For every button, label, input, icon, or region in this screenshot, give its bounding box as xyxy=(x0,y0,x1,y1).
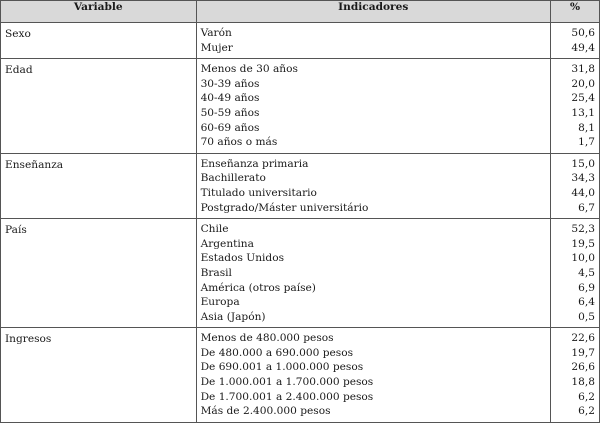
indicator-cell xyxy=(196,153,550,218)
indicator-label: De 690.001 a 1.000.000 pesos xyxy=(200,361,364,374)
percent-value: 6,2 xyxy=(578,390,595,403)
percent-value: 25,4 xyxy=(571,92,595,105)
percent-cell xyxy=(550,219,599,328)
percent-value: 19,5 xyxy=(571,237,595,250)
percent-value: 15,0 xyxy=(571,157,595,170)
table-body xyxy=(1,23,600,423)
table-row xyxy=(1,153,600,218)
percent-value: 52,3 xyxy=(571,223,595,236)
percent-value: 34,3 xyxy=(571,172,595,185)
variable-label: Enseñanza xyxy=(5,158,64,171)
percent-value: 8,1 xyxy=(578,121,595,134)
variable-label: Sexo xyxy=(5,28,31,40)
percent-value: 19,7 xyxy=(571,346,595,359)
table-row xyxy=(1,219,600,328)
indicator-label: 50-59 años xyxy=(200,106,260,119)
indicator-label: Chile xyxy=(200,223,229,236)
header-indicadores: Indicadores xyxy=(196,1,550,23)
table-header xyxy=(1,1,600,23)
indicator-label: Mujer xyxy=(200,41,233,54)
variable-cell xyxy=(1,153,197,218)
percent-value: 6,2 xyxy=(578,405,595,418)
indicator-label: Argentina xyxy=(200,237,254,250)
indicator-label: Bachillerato xyxy=(200,172,266,185)
percent-value: 26,6 xyxy=(571,361,595,374)
indicator-label: De 480.000 a 690.000 pesos xyxy=(200,346,354,359)
indicator-label: Enseñanza primaria xyxy=(200,157,309,170)
variable-label: Ingresos xyxy=(5,333,52,346)
header-variable: Variable xyxy=(1,1,197,23)
indicator-label: Más de 2.400.000 pesos xyxy=(200,405,331,418)
table-row xyxy=(1,59,600,154)
percent-value: 50,6 xyxy=(571,27,595,39)
indicator-label: Menos de 480.000 pesos xyxy=(200,332,334,345)
percent-cell xyxy=(550,59,599,154)
percent-value: 1,7 xyxy=(578,136,595,149)
percent-value: 4,5 xyxy=(578,266,595,279)
table-row xyxy=(1,328,600,423)
variable-label: Edad xyxy=(5,64,33,77)
percent-cell xyxy=(550,23,599,59)
variable-cell xyxy=(1,219,197,328)
indicator-label: 40-49 años xyxy=(200,92,260,105)
indicator-cell xyxy=(196,23,550,59)
variable-label: País xyxy=(5,224,27,237)
indicator-label: Estados Unidos xyxy=(200,252,285,265)
percent-cell xyxy=(550,153,599,218)
indicator-cell xyxy=(196,219,550,328)
percent-value: 6,7 xyxy=(578,201,595,214)
indicator-label: Titulado universitario xyxy=(200,186,317,199)
indicator-label: América (otros paíse) xyxy=(200,281,316,294)
indicator-cell xyxy=(196,59,550,154)
indicator-label: Europa xyxy=(200,296,240,309)
indicator-label: De 1.700.001 a 2.400.000 pesos xyxy=(200,390,374,403)
percent-value: 44,0 xyxy=(571,186,595,199)
percent-cell xyxy=(550,328,599,423)
indicator-label: Brasil xyxy=(200,266,232,279)
percent-value: 18,8 xyxy=(571,376,595,389)
indicator-label: De 1.000.001 a 1.700.000 pesos xyxy=(200,376,374,389)
percent-value: 0,5 xyxy=(578,310,595,323)
percent-value: 13,1 xyxy=(571,106,595,119)
indicator-label: 60-69 años xyxy=(200,121,260,134)
header-row xyxy=(1,1,600,23)
percent-value: 49,4 xyxy=(571,41,595,54)
indicator-cell xyxy=(196,328,550,423)
variable-cell xyxy=(1,328,197,423)
header-percent: % xyxy=(550,1,599,23)
percent-value: 10,0 xyxy=(571,252,595,265)
indicator-label: Menos de 30 años xyxy=(200,63,298,76)
indicator-label: Postgrado/Máster universitário xyxy=(200,201,369,214)
percent-value: 22,6 xyxy=(571,332,595,345)
percent-value: 6,4 xyxy=(578,296,595,309)
table-row xyxy=(1,23,600,59)
percent-value: 31,8 xyxy=(571,63,595,76)
variable-cell xyxy=(1,23,197,59)
percent-value: 20,0 xyxy=(571,77,595,90)
indicator-label: 30-39 años xyxy=(200,77,260,90)
percent-value: 6,9 xyxy=(578,281,595,294)
variable-cell xyxy=(1,59,197,154)
indicator-label: 70 años o más xyxy=(200,136,278,149)
indicator-label: Asia (Japón) xyxy=(200,310,266,323)
indicator-label: Varón xyxy=(200,27,232,39)
